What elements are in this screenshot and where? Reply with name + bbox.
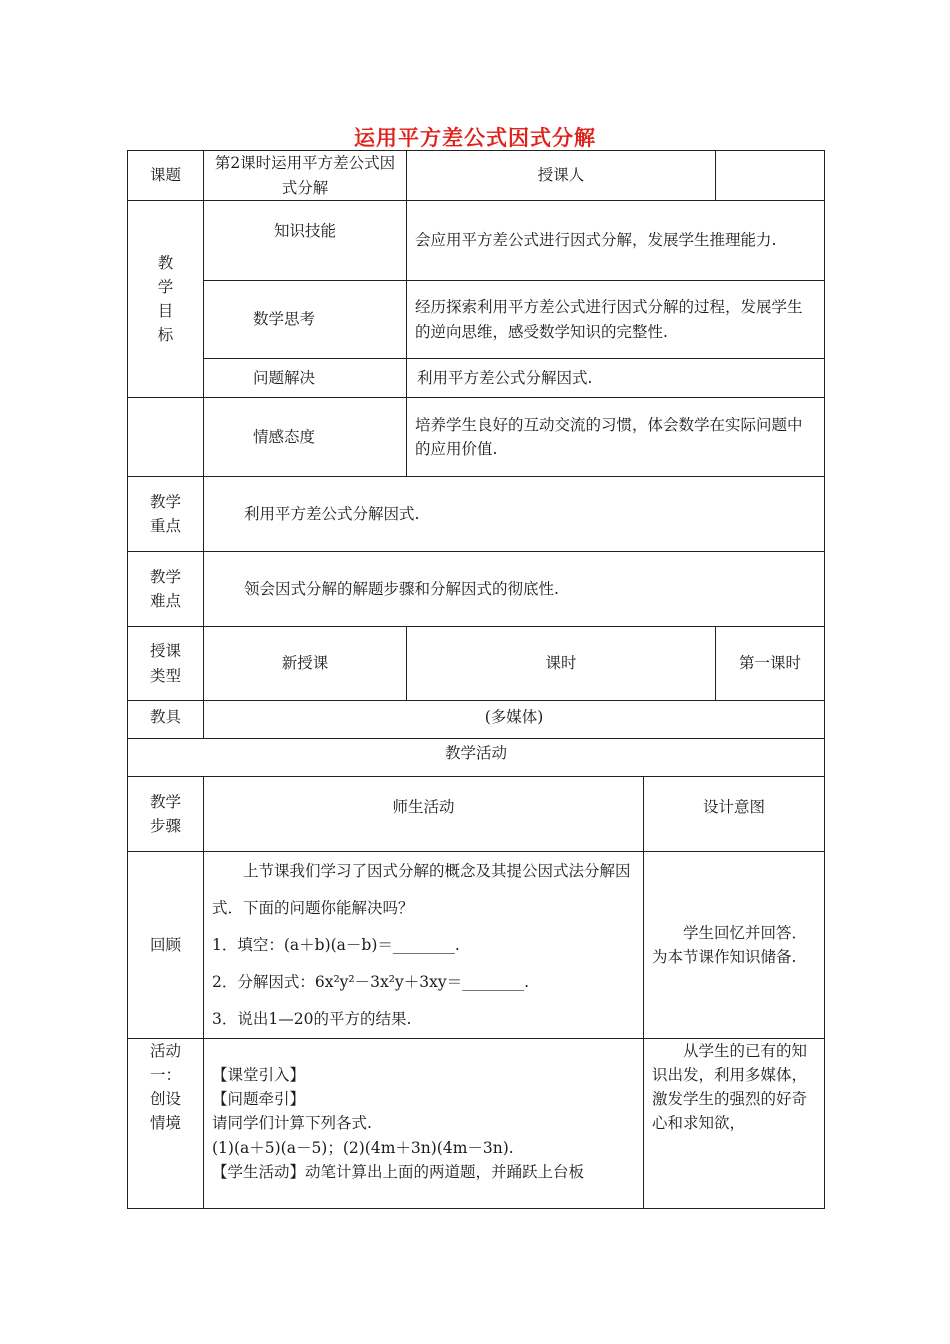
goal-row-problem (128, 359, 825, 398)
difficulty-label-line: 难点 (149, 592, 181, 610)
steps-label (128, 777, 204, 852)
activity1-line: 【学生活动】动笔计算出上面的两道题，并踊跃上台板 (212, 1162, 585, 1181)
activity1-intent: 从学生的已有的知识出发，利用多媒体，激发学生的强烈的好奇心和求知欲， (644, 1039, 825, 1209)
goals-label-char: 标 (157, 326, 174, 345)
difficulty-label-line: 教学 (149, 567, 181, 586)
activity1-label-line: 情境 (149, 1114, 181, 1133)
lesson-type-label (128, 627, 204, 701)
activity1-line: (1)(a＋5)(a－5)；(2)(4m＋3n)(4m－3n). (212, 1138, 514, 1157)
period-value: 第一课时 (716, 627, 825, 701)
steps-label-line: 教学 (149, 792, 181, 811)
activity1-line: 请同学们计算下列各式. (212, 1114, 372, 1133)
goal-name: 知识技能 (204, 201, 407, 281)
key-point-label-line: 重点 (149, 517, 181, 535)
review-question: 2．分解因式：6x²y²－3x²y＋3xy＝________. (212, 972, 530, 991)
goals-empty-cell (128, 398, 204, 477)
activities-header: 教学活动 (128, 739, 825, 777)
lesson-type-row (128, 627, 825, 701)
key-point-row (128, 477, 825, 552)
activities-header-row (128, 739, 825, 777)
goals-label (128, 201, 204, 398)
activity1-label-line: 创设 (149, 1090, 181, 1109)
goal-text: 利用平方差公式分解因式. (407, 359, 825, 398)
col-activity-header: 师生活动 (204, 777, 644, 852)
topic-value: 第2课时运用平方差公式因式分解 (204, 151, 407, 201)
review-row (128, 852, 825, 1039)
goal-name: 情感态度 (204, 398, 407, 477)
activity1-row (128, 1039, 825, 1209)
goals-label-char: 学 (157, 277, 174, 296)
review-label: 回顾 (128, 852, 204, 1039)
difficulty-label (128, 552, 204, 627)
goal-text: 培养学生良好的互动交流的习惯，体会数学在实际问题中的应用价值. (407, 398, 825, 477)
tools-value: (多媒体) (204, 701, 825, 739)
tools-row (128, 701, 825, 739)
key-point-label-line: 教学 (149, 492, 181, 511)
topic-row (128, 151, 825, 201)
lesson-plan-table (127, 150, 825, 1209)
goals-label-char: 目 (157, 302, 174, 320)
lesson-type-value: 新授课 (204, 627, 407, 701)
activity1-label (128, 1039, 204, 1209)
lesson-type-label-line: 类型 (149, 666, 181, 685)
topic-label: 课题 (128, 151, 204, 201)
lesson-type-label-line: 授课 (149, 642, 181, 661)
goal-row-thinking (128, 281, 825, 359)
teacher-label: 授课人 (407, 151, 716, 201)
review-question: 3．说出1—20的平方的结果. (212, 1009, 412, 1028)
review-intro: 上节课我们学习了因式分解的概念及其提公因式法分解因式．下面的问题你能解决吗？ (212, 861, 631, 917)
activity1-line: 【课堂引入】 (212, 1066, 306, 1085)
teacher-value (716, 151, 825, 201)
activity1-label-line: 活动 (149, 1042, 181, 1060)
document-title: 运用平方差公式因式分解 (354, 126, 596, 150)
period-label: 课时 (407, 627, 716, 701)
tools-label: 教具 (128, 701, 204, 739)
goal-name: 问题解决 (204, 359, 407, 398)
goals-label-char: 教 (157, 253, 174, 272)
activity1-content (204, 1039, 644, 1209)
difficulty-text: 领会因式分解的解题步骤和分解因式的彻底性. (204, 552, 825, 627)
key-point-label (128, 477, 204, 552)
goal-text: 会应用平方差公式进行因式分解，发展学生推理能力. (407, 201, 825, 281)
activity1-line: 【问题牵引】 (212, 1090, 306, 1109)
review-content (204, 852, 644, 1039)
difficulty-row (128, 552, 825, 627)
review-intent: 学生回忆并回答．为本节课作知识储备. (644, 852, 825, 1039)
goal-row-attitude (128, 398, 825, 477)
steps-header-row (128, 777, 825, 852)
goal-row-knowledge (128, 201, 825, 281)
activity1-label-line: 一： (149, 1066, 181, 1085)
goal-name: 数学思考 (204, 281, 407, 359)
key-point-text: 利用平方差公式分解因式. (204, 477, 825, 552)
steps-label-line: 步骤 (149, 817, 181, 835)
col-intent-header: 设计意图 (644, 777, 825, 852)
review-question: 1．填空：(a＋b)(a－b)＝________. (212, 935, 460, 954)
goal-text: 经历探索利用平方差公式进行因式分解的过程，发展学生的逆向思维，感受数学知识的完整性. (407, 281, 825, 359)
